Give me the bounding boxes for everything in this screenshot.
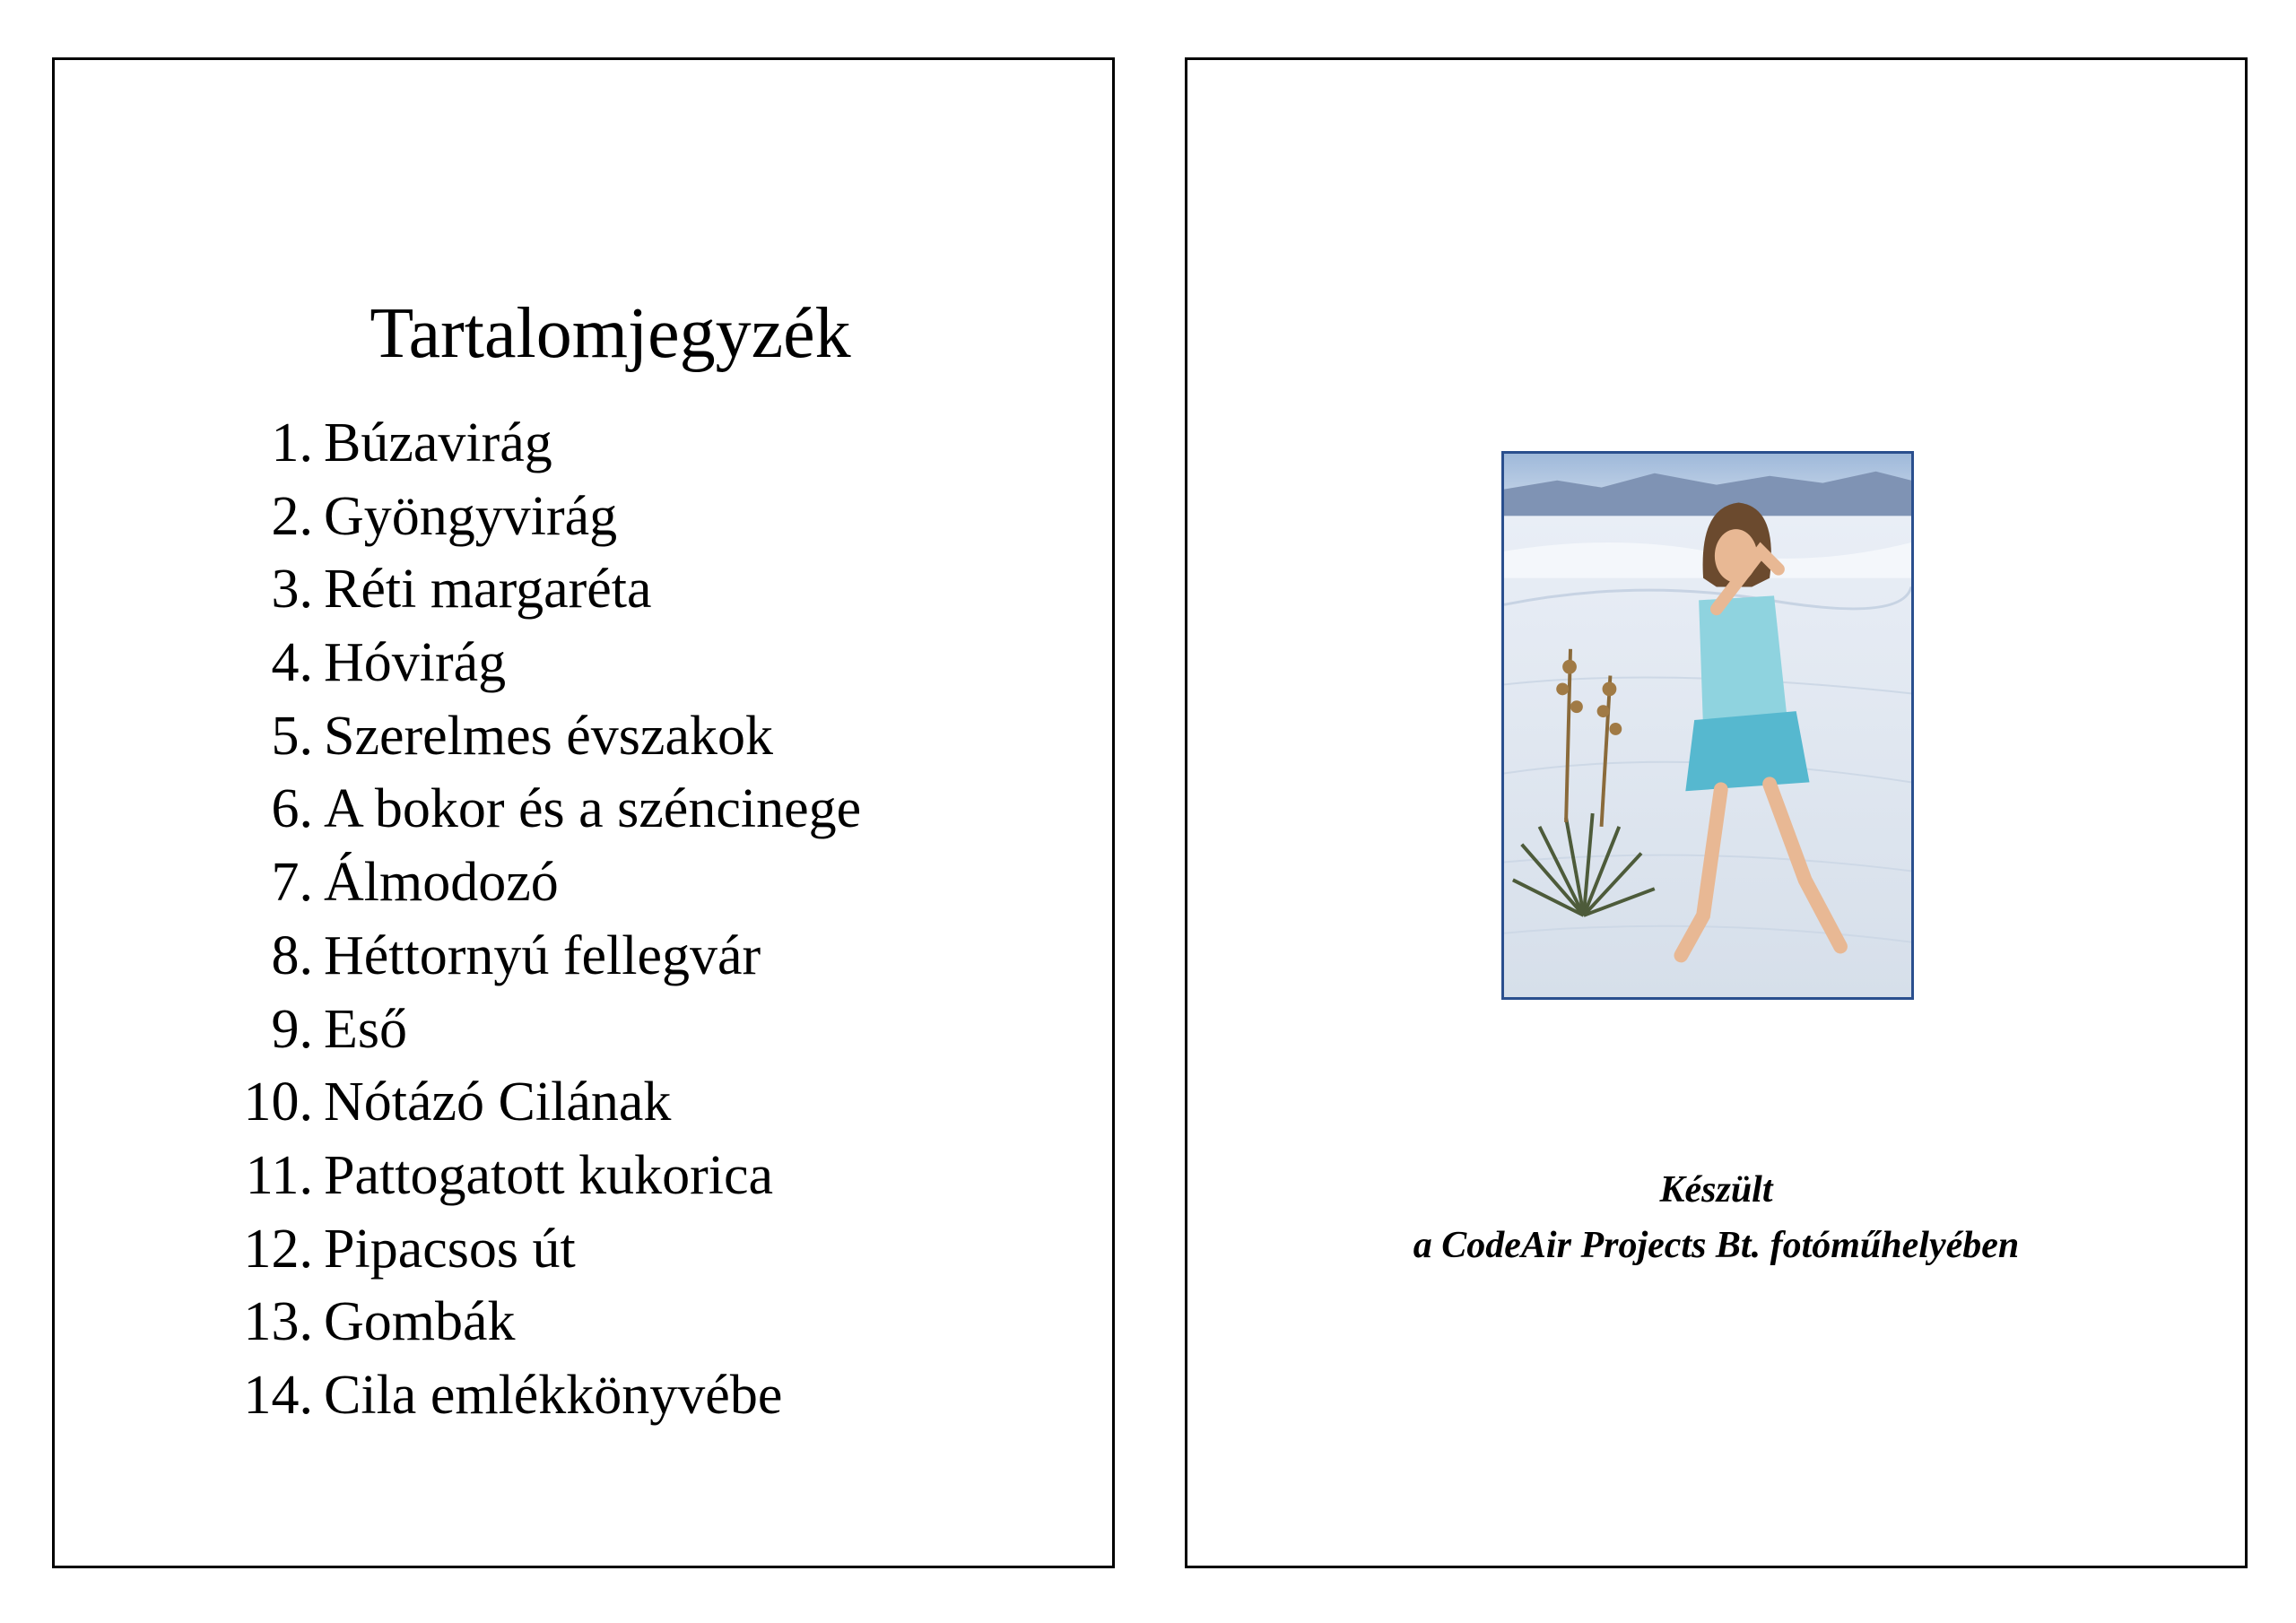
credit-line-1: Készült bbox=[1659, 1169, 1773, 1211]
toc-item bbox=[55, 1286, 861, 1359]
toc-item bbox=[55, 481, 861, 554]
toc-item-text: Gyöngyvirág bbox=[324, 485, 618, 547]
toc-item-number: 4. bbox=[271, 632, 313, 694]
toc-item bbox=[55, 1066, 861, 1140]
toc-item bbox=[55, 553, 861, 627]
toc-item bbox=[55, 773, 861, 846]
toc-item-text: Szerelmes évszakok bbox=[324, 705, 773, 767]
toc-item-text: Réti margaréta bbox=[324, 559, 652, 621]
toc-item bbox=[55, 994, 861, 1067]
credit-line-2: a CodeAir Projects Bt. fotóműhelyében bbox=[1413, 1225, 2020, 1266]
toc-item-number: 6. bbox=[271, 778, 313, 840]
toc-item-number: 8. bbox=[271, 924, 313, 986]
toc-item bbox=[55, 627, 861, 700]
toc-item bbox=[55, 407, 861, 481]
toc-item-number: 5. bbox=[271, 705, 313, 767]
toc-item bbox=[55, 920, 861, 994]
toc-item bbox=[55, 846, 861, 920]
toc-item-text: Eső bbox=[324, 998, 407, 1060]
toc-item-text: Gombák bbox=[324, 1291, 516, 1353]
toc-item-text: Cila emlékkönyvébe bbox=[324, 1364, 783, 1426]
toc-item-text: Hóvirág bbox=[324, 632, 507, 694]
toc-item-number: 14. bbox=[243, 1364, 313, 1426]
toc-item-number: 13. bbox=[243, 1291, 313, 1353]
toc-item-number: 2. bbox=[271, 485, 313, 547]
toc-item-number: 3. bbox=[271, 559, 313, 621]
toc-item-number: 1. bbox=[271, 412, 313, 473]
toc-item bbox=[55, 1213, 861, 1287]
toc-item-text: Pipacsos út bbox=[324, 1218, 576, 1280]
photo-girl-dunes bbox=[1501, 451, 1914, 1000]
credits-page bbox=[1185, 57, 2248, 1568]
toc-item bbox=[55, 700, 861, 774]
toc-list bbox=[55, 407, 861, 1433]
toc-item-number: 10. bbox=[243, 1072, 313, 1133]
toc-title: Tartalomjegyzék bbox=[370, 294, 851, 373]
toc-item-text: Álmodozó bbox=[324, 852, 559, 914]
toc-item-number: 7. bbox=[271, 852, 313, 914]
toc-item bbox=[55, 1359, 861, 1433]
toc-item-number: 9. bbox=[271, 998, 313, 1060]
toc-item-text: Héttornyú fellegvár bbox=[324, 924, 761, 986]
photo-illustration-icon bbox=[1504, 454, 1911, 997]
toc-item bbox=[55, 1140, 861, 1213]
toc-item-text: Pattogatott kukorica bbox=[324, 1144, 774, 1206]
toc-item-number: 11. bbox=[245, 1144, 313, 1206]
toc-item-text: Búzavirág bbox=[324, 412, 552, 473]
toc-item-text: Nótázó Cilának bbox=[324, 1072, 672, 1133]
toc-item-text: A bokor és a széncinege bbox=[324, 778, 862, 840]
toc-item-number: 12. bbox=[243, 1218, 313, 1280]
toc-page bbox=[52, 57, 1115, 1568]
